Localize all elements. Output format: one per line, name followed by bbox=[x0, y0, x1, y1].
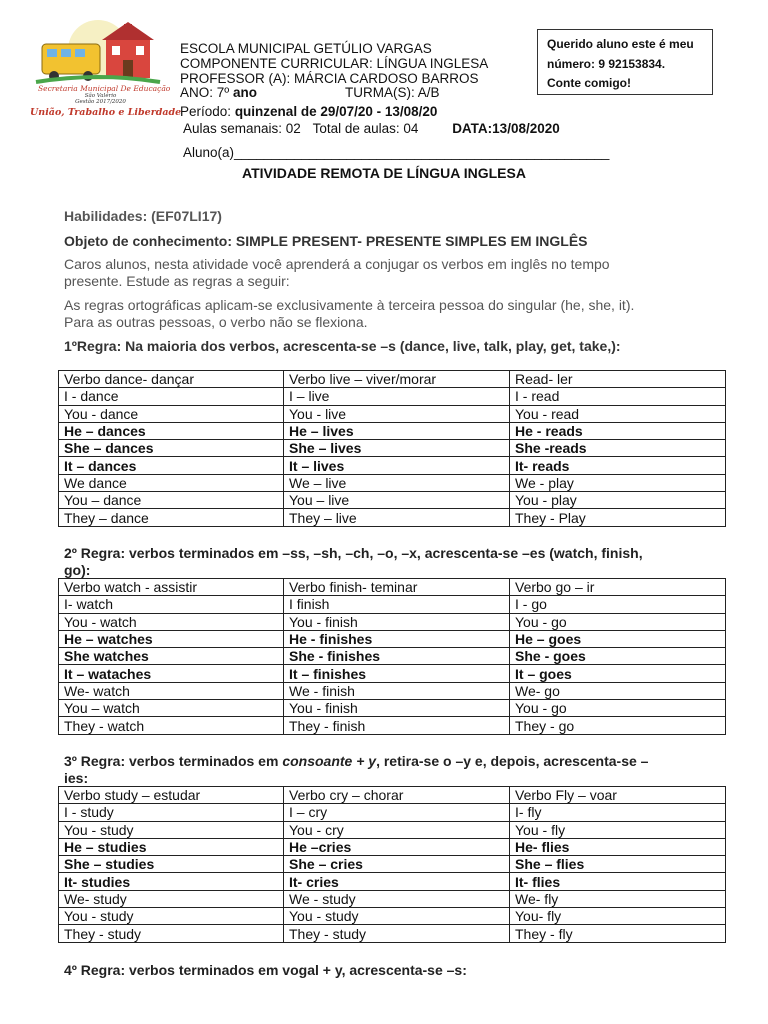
table-cell: They - watch bbox=[59, 717, 284, 734]
header-info bbox=[180, 42, 488, 101]
table-cell: They - finish bbox=[284, 717, 510, 734]
rule-1: 1ºRegra: Na maioria dos verbos, acrescenta-se –s (dance, live, talk, play, get, take,): bbox=[64, 338, 621, 354]
total-aulas: Total de aulas: 04 bbox=[312, 121, 419, 136]
table-cell: We - study bbox=[284, 890, 510, 907]
table-cell: She -reads bbox=[510, 440, 726, 457]
table-cell: We dance bbox=[59, 474, 284, 491]
logo-gestao: Gestão 2017/2020 bbox=[75, 99, 126, 105]
table-row bbox=[59, 630, 726, 647]
table-row bbox=[59, 804, 726, 821]
verb-table-rule-1 bbox=[58, 370, 726, 527]
verb-table-rule-1-body bbox=[59, 371, 726, 527]
table-cell: We- watch bbox=[59, 682, 284, 699]
table-row bbox=[59, 388, 726, 405]
student-name-field[interactable]: Aluno(a)__________________________________________________ bbox=[183, 145, 610, 160]
table-cell: You - dance bbox=[59, 405, 284, 422]
table-row bbox=[59, 371, 726, 388]
table-row bbox=[59, 873, 726, 890]
table-cell: You - study bbox=[59, 908, 284, 925]
verb-table-rule-3 bbox=[58, 786, 726, 943]
table-cell: Verbo finish- teminar bbox=[284, 579, 510, 596]
rule-4: 4º Regra: verbos terminados em vogal + y, acrescenta-se –s: bbox=[64, 962, 467, 978]
table-cell: They - fly bbox=[510, 925, 726, 942]
objeto-conhecimento: Objeto de conhecimento: SIMPLE PRESENT- PRESENTE SIMPLES EM INGLÊS bbox=[64, 233, 588, 249]
aulas-semanais: Aulas semanais: 02 bbox=[183, 121, 301, 136]
table-cell: I- watch bbox=[59, 596, 284, 613]
table-row bbox=[59, 440, 726, 457]
table-cell: It- cries bbox=[284, 873, 510, 890]
period-value: quinzenal de 29/07/20 - 13/08/20 bbox=[234, 104, 438, 119]
table-cell: You - finish bbox=[284, 613, 510, 630]
table-row bbox=[59, 405, 726, 422]
table-cell: She – dances bbox=[59, 440, 284, 457]
table-cell: You - study bbox=[284, 908, 510, 925]
table-row bbox=[59, 856, 726, 873]
logo-motto: União, Trabalho e Liberdade bbox=[30, 107, 182, 118]
table-cell: You - play bbox=[510, 492, 726, 509]
school-name: ESCOLA MUNICIPAL GETÚLIO VARGAS bbox=[180, 41, 432, 56]
table-cell: She – cries bbox=[284, 856, 510, 873]
table-row bbox=[59, 908, 726, 925]
intro-line-2: presente. Estude as regras a seguir: bbox=[64, 273, 290, 289]
table-cell: She – lives bbox=[284, 440, 510, 457]
table-cell: We- study bbox=[59, 890, 284, 907]
table-row bbox=[59, 474, 726, 491]
table-cell: They - go bbox=[510, 717, 726, 734]
table-cell: They - Play bbox=[510, 509, 726, 526]
table-cell: We- go bbox=[510, 682, 726, 699]
verb-table-rule-2-body bbox=[59, 579, 726, 735]
table-cell: He – lives bbox=[284, 422, 510, 439]
table-cell: It – goes bbox=[510, 665, 726, 682]
table-row bbox=[59, 509, 726, 526]
table-cell: He- flies bbox=[510, 838, 726, 855]
curricular-component: COMPONENTE CURRICULAR: LÍNGUA INGLESA bbox=[180, 55, 489, 71]
teacher-name: PROFESSOR (A): MÁRCIA CARDOSO BARROS bbox=[180, 70, 479, 86]
table-cell: We - finish bbox=[284, 682, 510, 699]
table-cell: He – goes bbox=[510, 630, 726, 647]
table-cell: You - fly bbox=[510, 821, 726, 838]
contact-line-3: Conte comigo! bbox=[547, 76, 631, 90]
table-cell: You - go bbox=[510, 700, 726, 717]
table-cell: Verbo Fly – voar bbox=[510, 787, 726, 804]
verb-table-rule-2 bbox=[58, 578, 726, 735]
table-cell: We - play bbox=[510, 474, 726, 491]
period-label: Período: bbox=[180, 104, 232, 119]
table-cell: They – dance bbox=[59, 509, 284, 526]
table-cell: You - study bbox=[59, 821, 284, 838]
table-cell: I – live bbox=[284, 388, 510, 405]
table-cell: I- fly bbox=[510, 804, 726, 821]
logo-city: São Valério bbox=[84, 93, 117, 99]
table-row bbox=[59, 492, 726, 509]
aulas-row bbox=[183, 121, 560, 136]
table-row bbox=[59, 787, 726, 804]
table-cell: I – cry bbox=[284, 804, 510, 821]
table-cell: You – watch bbox=[59, 700, 284, 717]
table-cell: I - read bbox=[510, 388, 726, 405]
rule-2-line-2: go): bbox=[64, 562, 91, 578]
table-cell: She - goes bbox=[510, 648, 726, 665]
regras-line-2: Para as outras pessoas, o verbo não se flexiona. bbox=[64, 314, 368, 330]
table-cell: He – watches bbox=[59, 630, 284, 647]
table-row bbox=[59, 838, 726, 855]
table-cell: It – lives bbox=[284, 457, 510, 474]
table-row bbox=[59, 613, 726, 630]
table-cell: He –cries bbox=[284, 838, 510, 855]
table-cell: She – studies bbox=[59, 856, 284, 873]
school-logo bbox=[30, 14, 182, 124]
ano-label: ANO: 7º bbox=[180, 85, 230, 101]
table-cell: Verbo cry – chorar bbox=[284, 787, 510, 804]
table-row bbox=[59, 422, 726, 439]
table-row bbox=[59, 457, 726, 474]
table-cell: She - finishes bbox=[284, 648, 510, 665]
rule-3-prefix: 3º Regra: verbos terminados em bbox=[64, 753, 283, 769]
table-cell: Verbo watch - assistir bbox=[59, 579, 284, 596]
table-cell: He – dances bbox=[59, 422, 284, 439]
rule-2-line-1: 2º Regra: verbos terminados em –ss, –sh, –ch, –o, –x, acrescenta-se –es (watch, finish, bbox=[64, 545, 643, 561]
table-cell: It – finishes bbox=[284, 665, 510, 682]
contact-line-1: Querido aluno este é meu bbox=[547, 37, 694, 51]
rule-3-line-2: ies: bbox=[64, 770, 89, 786]
contact-line-2: número: 9 92153834. bbox=[547, 56, 666, 71]
turma: TURMA(S): A/B bbox=[345, 85, 440, 101]
habilidades: Habilidades: (EF07LI17) bbox=[64, 208, 222, 224]
table-cell: We – live bbox=[284, 474, 510, 491]
table-cell: You - cry bbox=[284, 821, 510, 838]
page-title: ATIVIDADE REMOTA DE LÍNGUA INGLESA bbox=[242, 165, 526, 181]
table-row bbox=[59, 665, 726, 682]
table-cell: It – wataches bbox=[59, 665, 284, 682]
table-row bbox=[59, 925, 726, 942]
table-row bbox=[59, 682, 726, 699]
table-row bbox=[59, 700, 726, 717]
table-cell: You - read bbox=[510, 405, 726, 422]
table-cell: Verbo go – ir bbox=[510, 579, 726, 596]
table-cell: It- reads bbox=[510, 457, 726, 474]
table-cell: I - study bbox=[59, 804, 284, 821]
table-cell: Verbo study – estudar bbox=[59, 787, 284, 804]
table-cell: He - finishes bbox=[284, 630, 510, 647]
table-cell: She watches bbox=[59, 648, 284, 665]
table-cell: You - finish bbox=[284, 700, 510, 717]
ano-value: ano bbox=[232, 85, 257, 101]
regras-line-1: As regras ortográficas aplicam-se exclusivamente à terceira pessoa do singular (he, she, it). bbox=[64, 297, 635, 313]
table-row bbox=[59, 717, 726, 734]
table-cell: Read- ler bbox=[510, 371, 726, 388]
contact-box bbox=[537, 29, 713, 95]
table-cell: I - go bbox=[510, 596, 726, 613]
table-cell: You – dance bbox=[59, 492, 284, 509]
table-cell: He - reads bbox=[510, 422, 726, 439]
table-cell: Verbo dance- dançar bbox=[59, 371, 284, 388]
date: DATA:13/08/2020 bbox=[452, 121, 560, 136]
table-row bbox=[59, 579, 726, 596]
intro-line-1: Caros alunos, nesta atividade você aprenderá a conjugar os verbos em inglês no tempo bbox=[64, 256, 610, 272]
table-cell: I finish bbox=[284, 596, 510, 613]
rule-3-line-1 bbox=[64, 753, 648, 770]
table-row bbox=[59, 648, 726, 665]
table-cell: It – dances bbox=[59, 457, 284, 474]
table-cell: You - go bbox=[510, 613, 726, 630]
table-cell: You- fly bbox=[510, 908, 726, 925]
table-cell: It- flies bbox=[510, 873, 726, 890]
table-row bbox=[59, 821, 726, 838]
logo-secretaria: Secretaria Municipal De Educação bbox=[38, 84, 171, 93]
rule-3-italic: consoante + y bbox=[282, 753, 377, 769]
table-cell: He – studies bbox=[59, 838, 284, 855]
table-cell: They – live bbox=[284, 509, 510, 526]
table-cell: They - study bbox=[59, 925, 284, 942]
table-cell: They - study bbox=[284, 925, 510, 942]
table-cell: You - live bbox=[284, 405, 510, 422]
table-cell: It- studies bbox=[59, 873, 284, 890]
table-cell: Verbo live – viver/morar bbox=[284, 371, 510, 388]
table-cell: You – live bbox=[284, 492, 510, 509]
rule-3-suffix: , retira-se o –y e, depois, acrescenta-se – bbox=[376, 753, 649, 769]
period-row bbox=[180, 104, 437, 119]
ano-turma-row bbox=[180, 86, 488, 101]
table-cell: We- fly bbox=[510, 890, 726, 907]
table-row bbox=[59, 890, 726, 907]
table-cell: I - dance bbox=[59, 388, 284, 405]
verb-table-rule-3-body bbox=[59, 787, 726, 943]
table-cell: She – flies bbox=[510, 856, 726, 873]
table-row bbox=[59, 596, 726, 613]
table-cell: You - watch bbox=[59, 613, 284, 630]
